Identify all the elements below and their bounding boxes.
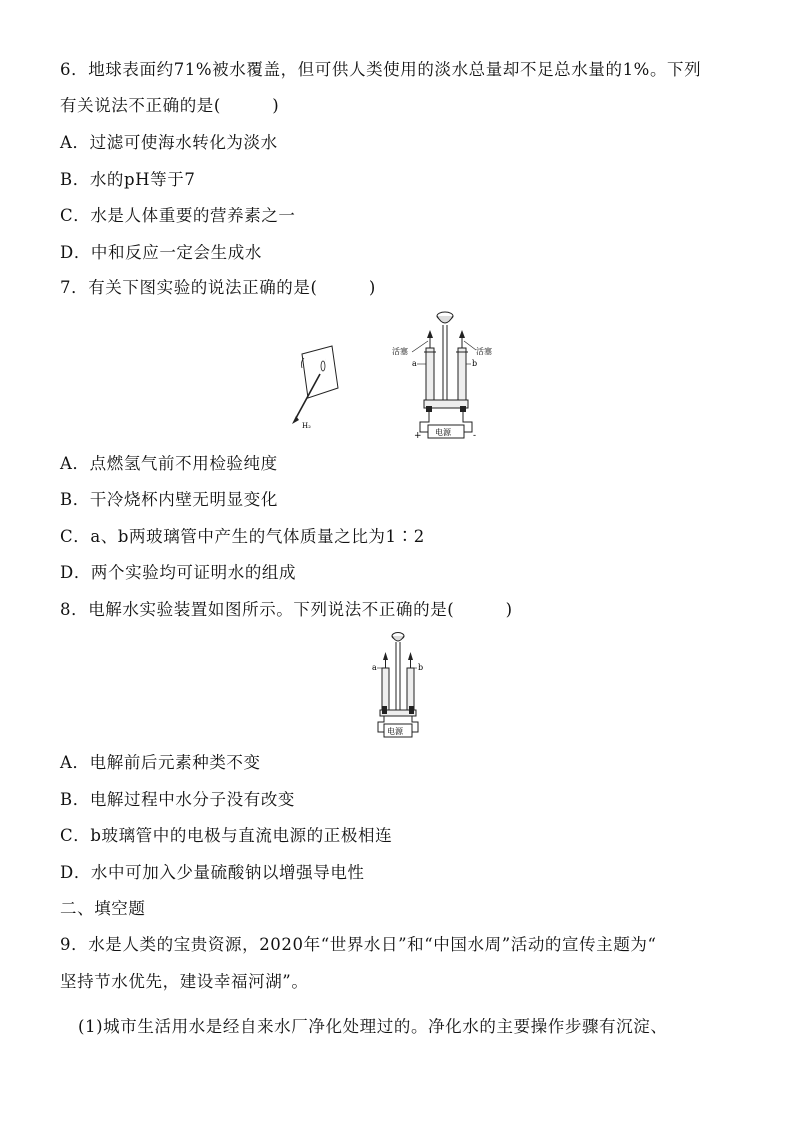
q8-option-a: A．电解前后元素种类不变 [60,753,261,772]
q9-stem-line2: 坚持节水优先，建设幸福河湖”。 [60,972,309,991]
tube-a-label: a [412,359,417,368]
plus-label: + [414,431,422,440]
hydrogen-combustion-figure [288,340,348,430]
valve-left-label: 活塞 [392,347,408,356]
q8-tube-b-label: b [418,663,424,672]
q6-stem-line1: 6．地球表面约71%被水覆盖，但可供人类使用的淡水总量却不足总水量的1%。下列 [60,60,702,79]
h2-label: H₂ [302,422,311,430]
q9-stem-line1: 9．水是人类的宝贵资源，2020年“世界水日”和“中国水周”活动的宣传主题为“ [60,935,657,954]
power-label: 电源 [435,428,451,437]
q8-option-d: D．水中可加入少量硫酸钠以增强导电性 [60,863,365,882]
q8-option-b: B．电解过程中水分子没有改变 [60,790,296,809]
q7-stem: 7．有关下图实验的说法正确的是( ) [60,278,376,297]
valve-right-label: 活塞 [476,347,492,356]
q6-option-d: D．中和反应一定会生成水 [60,243,262,262]
q8-option-c: C．b玻璃管中的电极与直流电源的正极相连 [60,826,393,845]
q7-option-c: C．a、b两玻璃管中产生的气体质量之比为1∶2 [60,527,425,546]
q9-sub1: (1)城市生活用水是经自来水厂净化处理过的。净化水的主要操作步骤有沉淀、 [78,1017,668,1036]
q6-stem-line2: 有关说法不正确的是( ) [60,96,280,115]
q7-option-d: D．两个实验均可证明水的组成 [60,563,297,582]
minus-label: - [473,431,477,440]
q8-tube-a-label: a [372,663,377,672]
q6-option-b: B．水的pH等于7 [60,170,196,189]
electrolysis-apparatus-figure [384,308,504,440]
tube-b-label: b [472,359,478,368]
q6-option-c: C．水是人体重要的营养素之一 [60,206,296,225]
section-title: 二、填空题 [60,899,146,918]
q7-option-b: B．干冷烧杯内壁无明显变化 [60,490,278,509]
q7-option-a: A．点燃氢气前不用检验纯度 [60,454,278,473]
q8-stem: 8．电解水实验装置如图所示。下列说法不正确的是( ) [60,600,513,619]
electrolysis-apparatus-figure-q8 [366,628,430,740]
q6-option-a: A．过滤可使海水转化为淡水 [60,133,278,152]
q8-power-label: 电源 [387,727,403,736]
